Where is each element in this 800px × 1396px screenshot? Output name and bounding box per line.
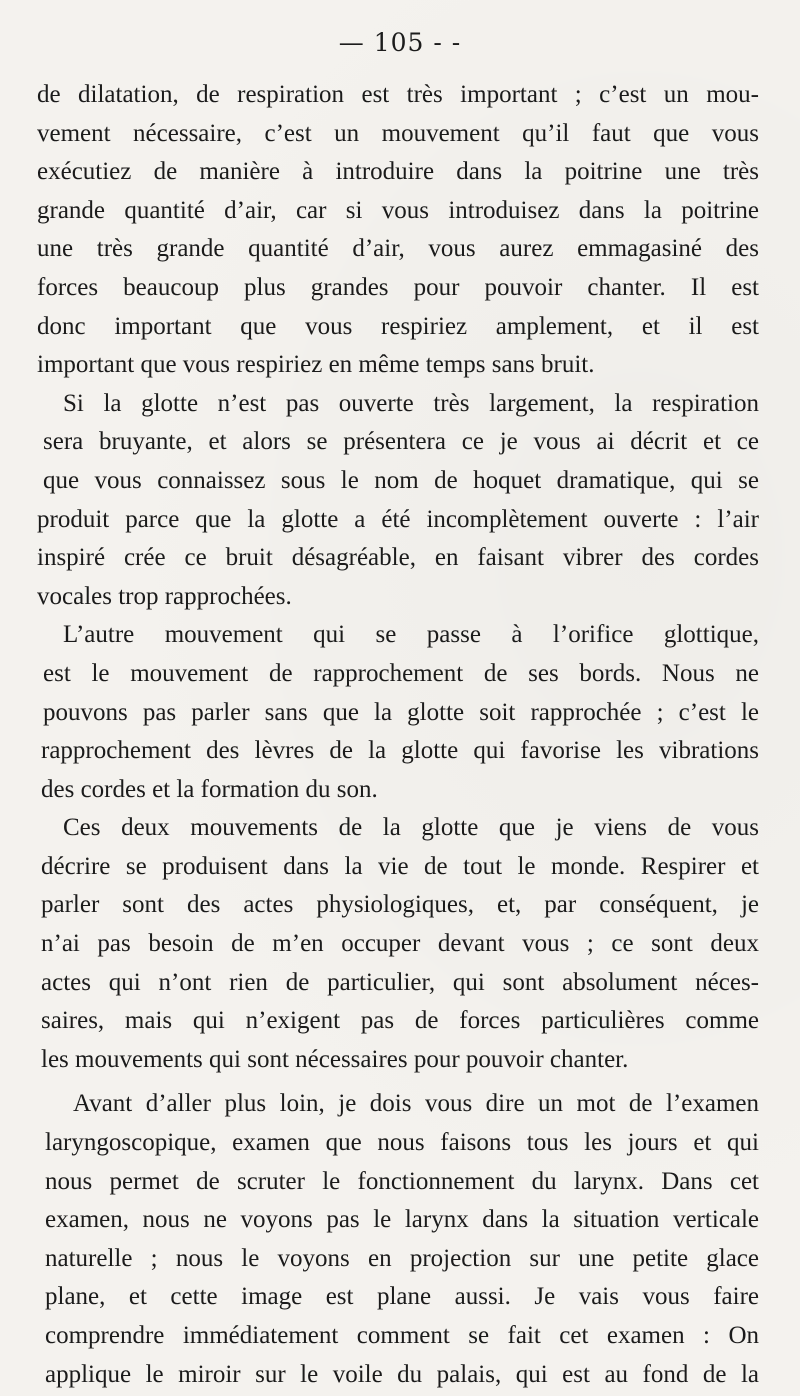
page-number: — 105 - - [338, 28, 462, 57]
text-line: forces beaucoup plus grandes pour pouvoir chanter. Il est [37, 273, 759, 301]
text-line: de dilatation, de respiration est très important ; c’est un mou- [37, 81, 759, 108]
text-line: saires, mais qui n’exigent pas de forces particulières comme [41, 1007, 759, 1035]
text-line: décrire se produisent dans la vie de tout le monde. Respirer et [41, 852, 759, 880]
body-text [37, 76, 759, 1394]
text-line: Si la glotte n’est pas ouverte très largement, la respiration [63, 389, 759, 417]
text-line: inspiré crée ce bruit désagréable, en faisant vibrer des cordes [37, 544, 759, 572]
text-line: actes qui n’ont rien de particulier, qui sont absolument néces- [41, 968, 759, 996]
text-line: donc important que vous respiriez amplement, et il est [37, 312, 759, 340]
paragraph-5 [37, 1085, 759, 1394]
text-line: vocales trop rapprochées. [37, 582, 292, 610]
text-line: des cordes et la formation du son. [41, 775, 378, 803]
text-line: naturelle ; nous le voyons en projection sur une petite glace [45, 1244, 759, 1272]
text-line: parler sont des actes physiologiques, et, par conséquent, je [41, 891, 759, 919]
text-line: vement nécessaire, c’est un mouvement qu’il faut que vous [37, 119, 759, 147]
text-line: examen, nous ne voyons pas le larynx dans la situation verticale [45, 1206, 759, 1234]
text-line: comprendre immédiatement comment se fait cet examen : On [45, 1322, 759, 1349]
text-line: L’autre mouvement qui se passe à l’orifice glottique, [63, 621, 759, 649]
paragraph-4 [37, 809, 759, 1079]
text-line: n’ai pas besoin de m’en occuper devant vous ; ce sont deux [41, 930, 759, 958]
text-line: laryngoscopique, examen que nous faisons tous les jours et qui [45, 1129, 759, 1157]
text-line: est le mouvement de rapprochement de ses bords. Nous ne [43, 659, 759, 687]
paragraph-1 [37, 76, 759, 385]
text-line: rapprochement des lèvres de la glotte qui favorise les vibrations [41, 737, 759, 765]
paragraph-2 [37, 385, 759, 617]
text-line: les mouvements qui sont nécessaires pour pouvoir chanter. [41, 1045, 629, 1073]
text-line: Avant d’aller plus loin, je dois vous dire un mot de l’examen [73, 1090, 759, 1118]
text-line: applique le miroir sur le voile du palais, qui est au fond de la [45, 1360, 759, 1388]
text-line: produit parce que la glotte a été incomplètement ouverte : l’air [37, 505, 759, 533]
text-line: plane, et cette image est plane aussi. Je vais vous faire [45, 1283, 759, 1311]
text-line: sera bruyante, et alors se présentera ce je vous ai décrit et ce [43, 428, 759, 456]
text-line: grande quantité d’air, car si vous introduisez dans la poitrine [37, 196, 759, 224]
text-line: pouvons pas parler sans que la glotte soit rapprochée ; c’est le [43, 698, 759, 726]
text-line: Ces deux mouvements de la glotte que je viens de vous [63, 814, 759, 842]
text-line: une très grande quantité d’air, vous aurez emmagasiné des [37, 235, 759, 263]
text-line: important que vous respiriez en même temps sans bruit. [37, 351, 595, 379]
text-line: nous permet de scruter le fonctionnement du larynx. Dans cet [45, 1167, 759, 1195]
paragraph-3 [37, 616, 759, 809]
text-line: que vous connaissez sous le nom de hoquet dramatique, qui se [43, 466, 759, 494]
text-line: exécutiez de manière à introduire dans la poitrine une très [37, 158, 759, 186]
